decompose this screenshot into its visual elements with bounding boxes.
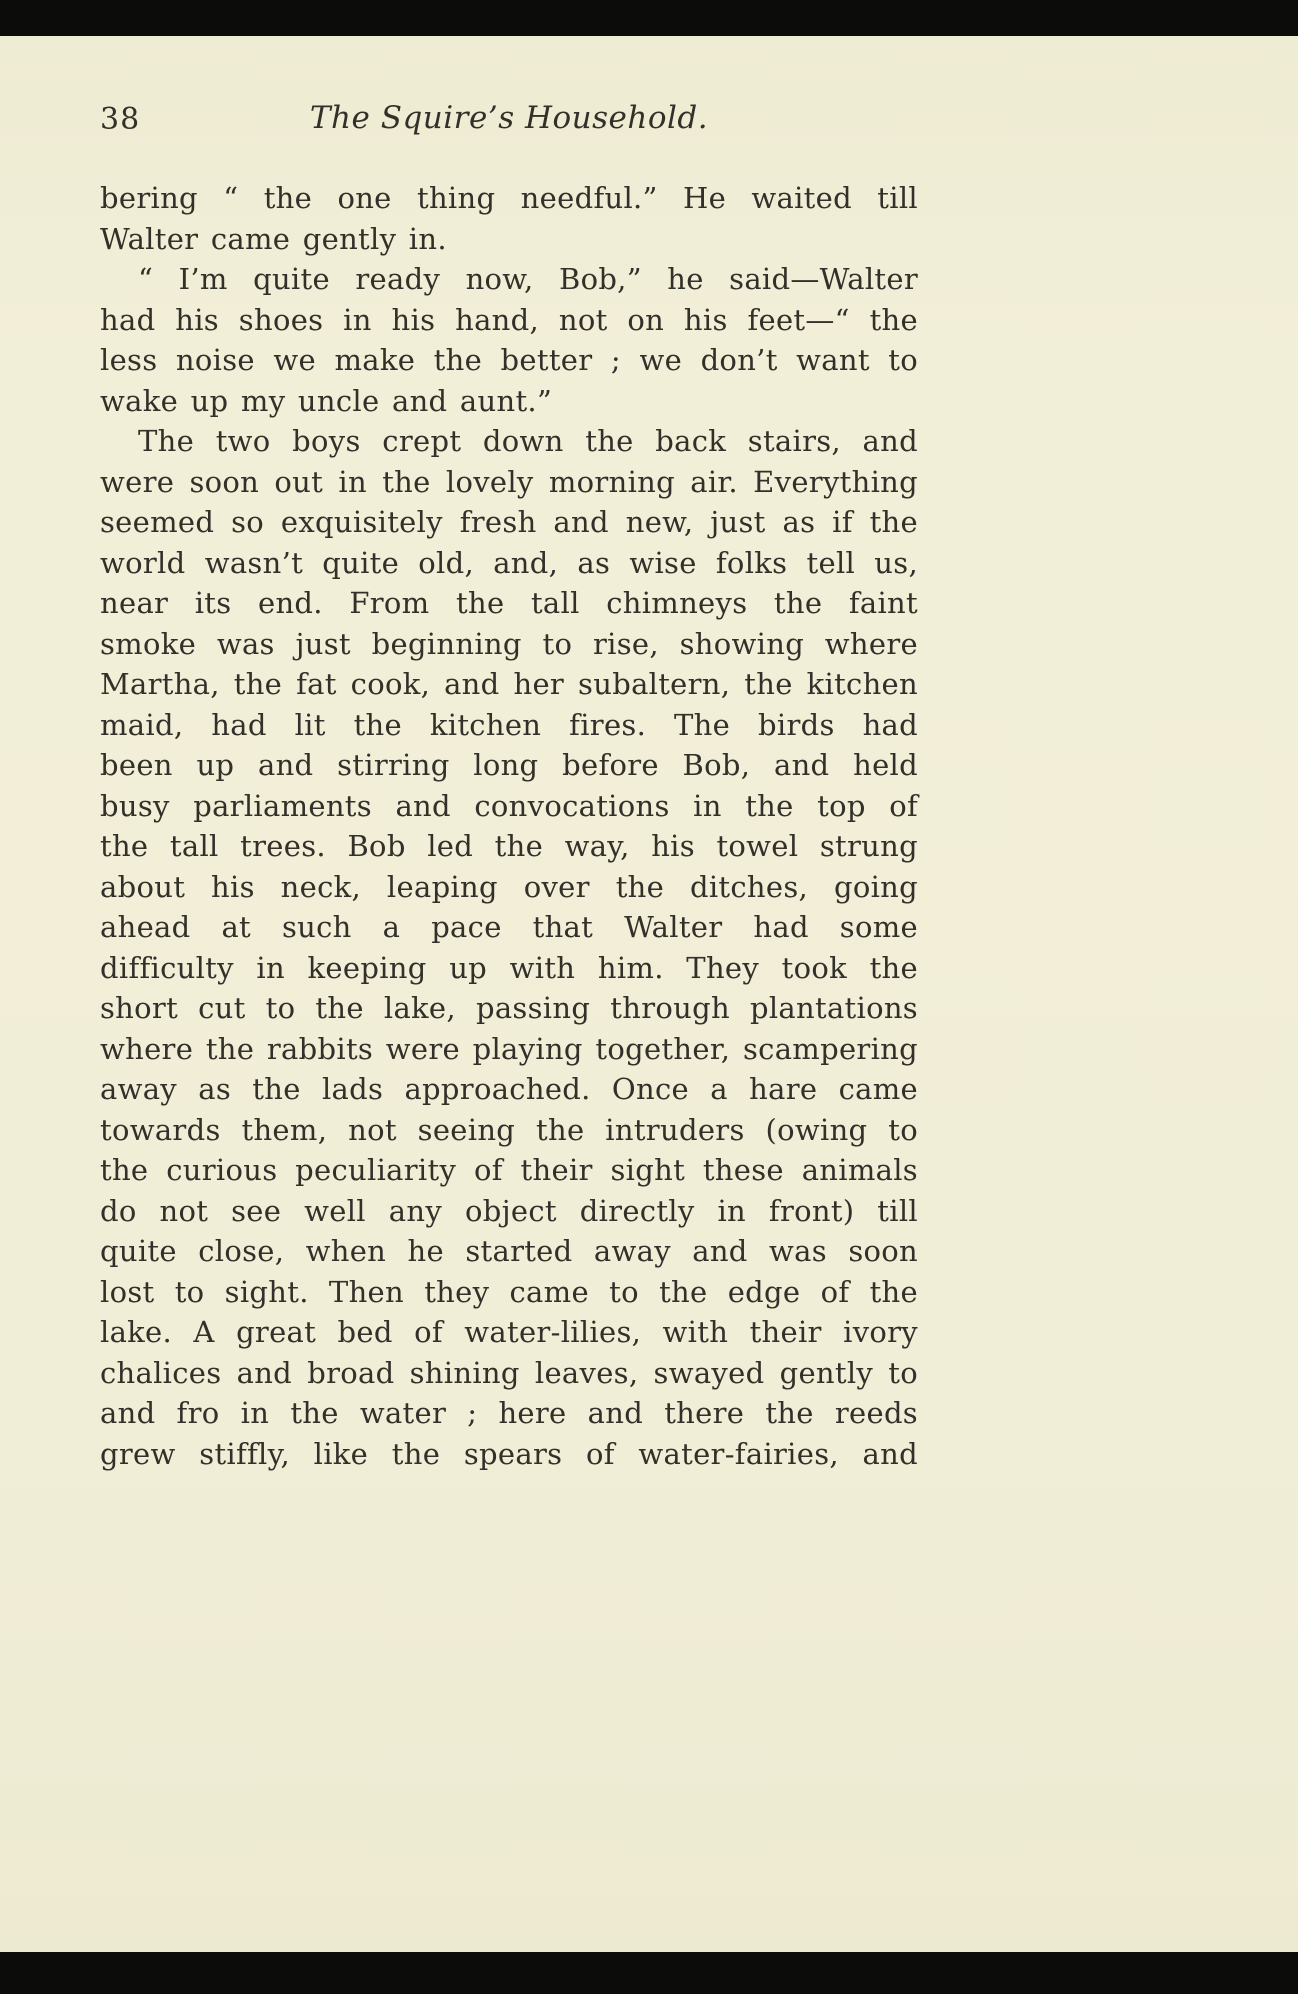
text-line: smoke was just beginning to rise, showing where xyxy=(100,626,918,661)
text-line: world wasn’t quite old, and, as wise folks tell us, xyxy=(100,545,918,580)
text-line: “ I’m quite ready now, Bob,” he said—Walter xyxy=(138,262,918,296)
text-line: away as the lads approached. Once a hare came xyxy=(100,1072,918,1106)
text-line: were soon out in the lovely morning air. Everything xyxy=(100,464,918,499)
text-line: near its end. From the tall chimneys the faint xyxy=(100,586,918,620)
text-line: the curious peculiarity of their sight these animals xyxy=(100,1153,918,1187)
text-line: chalices and broad shining leaves, swayed gently to xyxy=(100,1355,918,1390)
text-line: maid, had lit the kitchen fires. The birds had xyxy=(100,707,918,742)
text-line: and fro in the water ; here and there the reeds xyxy=(100,1396,918,1430)
text-line: towards them, not seeing the intruders (owing to xyxy=(100,1112,918,1147)
text-line: busy parliaments and convocations in the top of xyxy=(100,788,918,823)
text-line: short cut to the lake, passing through plantations xyxy=(100,991,918,1025)
text-line: difficulty in keeping up with him. They took the xyxy=(100,950,918,985)
running-title: The Squire’s Household. xyxy=(309,100,709,136)
text-line: quite close, when he started away and was soon xyxy=(100,1234,918,1268)
body-text xyxy=(100,178,918,1474)
text-line: do not see well any object directly in front) till xyxy=(100,1193,918,1228)
text-line: bering “ the one thing needful.” He waited till xyxy=(100,181,918,215)
text-line: less noise we make the better ; we don’t want to xyxy=(100,343,918,377)
text-line: Martha, the fat cook, and her subaltern, the kitchen xyxy=(100,667,918,701)
text-line: seemed so exquisitely fresh and new, just as if the xyxy=(100,505,918,539)
text-line: grew stiffly, like the spears of water-fairies, and xyxy=(100,1436,918,1471)
text-line: where the rabbits were playing together, scampering xyxy=(100,1031,918,1066)
text-line: about his neck, leaping over the ditches, going xyxy=(100,869,918,904)
text-line: wake up my uncle and aunt.” xyxy=(100,383,553,418)
scan-artifact-top-bar xyxy=(0,0,1298,36)
text-line: been up and stirring long before Bob, and held xyxy=(100,748,918,782)
text-line: Walter came gently in. xyxy=(100,221,447,256)
text-line: The two boys crept down the back stairs, and xyxy=(138,424,918,458)
text-line: lost to sight. Then they came to the edge of the xyxy=(100,1274,918,1309)
scan-artifact-bottom-bar xyxy=(0,1952,1298,1994)
text-line: lake. A great bed of water-lilies, with their ivory xyxy=(100,1315,918,1349)
text-line: the tall trees. Bob led the way, his towel strung xyxy=(100,829,918,863)
text-line: ahead at such a pace that Walter had some xyxy=(100,910,918,944)
text-line: had his shoes in his hand, not on his feet—“ the xyxy=(100,302,918,337)
page-number: 38 xyxy=(100,102,141,137)
page-header xyxy=(100,100,918,144)
